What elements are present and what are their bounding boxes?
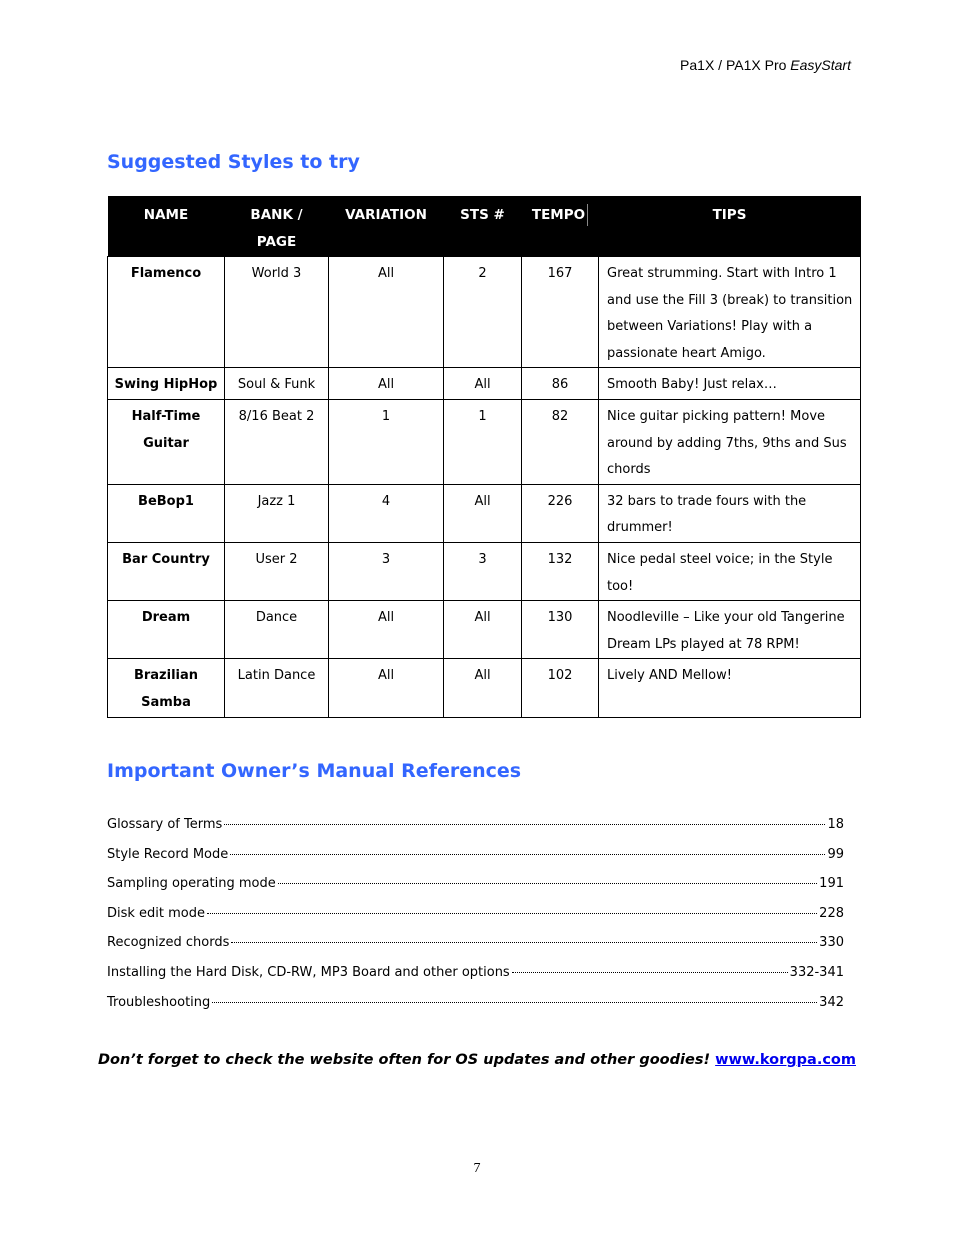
reference-page: 330 xyxy=(819,935,844,951)
dot-leader xyxy=(230,854,825,855)
reference-page: 342 xyxy=(819,994,844,1010)
reference-item xyxy=(107,906,844,936)
reference-label: Sampling operating mode xyxy=(107,876,276,892)
korgpa-website-link[interactable]: www.korgpa.com xyxy=(715,1052,856,1068)
table-row xyxy=(108,484,861,542)
style-bank: Dance xyxy=(225,601,329,659)
column-header-variation: VARIATION xyxy=(329,196,444,257)
style-name: Flamenco xyxy=(108,257,225,368)
reference-item xyxy=(107,935,844,965)
reference-label: Installing the Hard Disk, CD-RW, MP3 Board and other options xyxy=(107,964,510,980)
manual-references-heading: Important Owner’s Manual References xyxy=(107,760,522,782)
style-tempo: 167 xyxy=(522,257,599,368)
reference-label: Recognized chords xyxy=(107,935,230,951)
style-tempo: 82 xyxy=(522,399,599,484)
column-header-name: NAME xyxy=(108,196,225,257)
style-variation: All xyxy=(329,257,444,368)
style-bank: Jazz 1 xyxy=(225,484,329,542)
style-sts: 3 xyxy=(444,542,522,600)
style-tempo: 132 xyxy=(522,542,599,600)
reference-item xyxy=(107,817,844,847)
running-header xyxy=(680,57,851,73)
column-header-tempo xyxy=(522,196,599,257)
style-bank: 8/16 Beat 2 xyxy=(225,399,329,484)
dot-leader xyxy=(512,972,788,973)
style-name: BeBop1 xyxy=(108,484,225,542)
suggested-styles-table xyxy=(107,196,861,718)
style-variation: 4 xyxy=(329,484,444,542)
reference-label: Disk edit mode xyxy=(107,905,206,921)
style-tips: Great strumming. Start with Intro 1 and use the Fill 3 (break) to transition between Variations! Play with a passionate heart Amigo. xyxy=(599,257,861,368)
style-bank: Latin Dance xyxy=(225,659,329,717)
style-tips: Nice pedal steel voice; in the Style too! xyxy=(599,542,861,600)
style-sts: All xyxy=(444,601,522,659)
header-title: Pa1X / PA1X Pro xyxy=(680,57,791,73)
reminder-text: Don’t forget to check the website often for OS updates and other goodies! xyxy=(97,1052,711,1068)
style-name: Half-Time Guitar xyxy=(108,399,225,484)
style-tempo: 102 xyxy=(522,659,599,717)
style-tips: 32 bars to trade fours with the drummer! xyxy=(599,484,861,542)
style-variation: All xyxy=(329,659,444,717)
column-header-bank: BANK / PAGE xyxy=(225,196,329,257)
reference-label: Troubleshooting xyxy=(107,994,211,1010)
reference-page: 191 xyxy=(819,876,844,892)
style-tips: Smooth Baby! Just relax… xyxy=(599,368,861,400)
header-title-italic: EasyStart xyxy=(790,57,851,73)
style-tempo: 226 xyxy=(522,484,599,542)
column-header-sts: STS # xyxy=(444,196,522,257)
reference-item xyxy=(107,965,844,995)
style-variation: All xyxy=(329,368,444,400)
dot-leader xyxy=(278,883,817,884)
column-divider xyxy=(587,204,588,226)
style-variation: 1 xyxy=(329,399,444,484)
table-row xyxy=(108,399,861,484)
table-row xyxy=(108,257,861,368)
style-name: Dream xyxy=(108,601,225,659)
page-number: 7 xyxy=(473,1161,481,1176)
table-row xyxy=(108,542,861,600)
style-bank: User 2 xyxy=(225,542,329,600)
reference-item xyxy=(107,876,844,906)
style-tempo: 130 xyxy=(522,601,599,659)
style-tips: Noodleville – Like your old Tangerine Dream LPs played at 78 RPM! xyxy=(599,601,861,659)
references-list xyxy=(107,817,844,1024)
style-name: Swing HipHop xyxy=(108,368,225,400)
dot-leader xyxy=(212,1002,817,1003)
column-header-tempo-label: TEMPO xyxy=(531,207,586,223)
suggested-styles-heading: Suggested Styles to try xyxy=(107,151,360,173)
style-name: Brazilian Samba xyxy=(108,659,225,717)
reference-label: Style Record Mode xyxy=(107,846,229,862)
table-header-row xyxy=(108,196,861,257)
dot-leader xyxy=(207,913,817,914)
style-sts: All xyxy=(444,368,522,400)
style-sts: All xyxy=(444,484,522,542)
style-bank: World 3 xyxy=(225,257,329,368)
style-variation: 3 xyxy=(329,542,444,600)
dot-leader xyxy=(224,824,825,825)
style-sts: 2 xyxy=(444,257,522,368)
column-header-tips: TIPS xyxy=(599,196,861,257)
table-row xyxy=(108,659,861,717)
website-reminder xyxy=(0,1052,954,1068)
reference-item xyxy=(107,847,844,877)
reference-page: 18 xyxy=(827,817,844,832)
style-tips: Nice guitar picking pattern! Move around by adding 7ths, 9ths and Sus chords xyxy=(599,399,861,484)
style-sts: 1 xyxy=(444,399,522,484)
reference-label: Glossary of Terms xyxy=(107,817,223,832)
style-variation: All xyxy=(329,601,444,659)
style-tempo: 86 xyxy=(522,368,599,400)
table-row xyxy=(108,368,861,400)
style-bank: Soul & Funk xyxy=(225,368,329,400)
reference-page: 228 xyxy=(819,905,844,921)
reference-item xyxy=(107,995,844,1025)
reference-page: 99 xyxy=(827,846,844,862)
style-tips: Lively AND Mellow! xyxy=(599,659,861,717)
dot-leader xyxy=(231,942,817,943)
style-sts: All xyxy=(444,659,522,717)
reference-page: 332-341 xyxy=(789,964,844,980)
table-row xyxy=(108,601,861,659)
style-name: Bar Country xyxy=(108,542,225,600)
